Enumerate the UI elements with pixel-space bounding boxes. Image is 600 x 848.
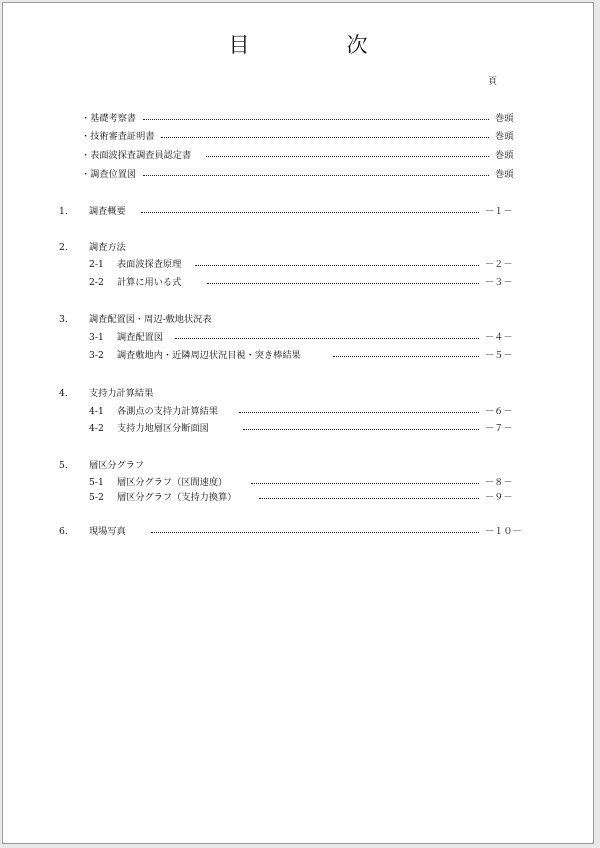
toc-subsection	[3, 276, 593, 290]
front-matter-label: ・技術審査証明書	[81, 131, 155, 142]
dot-leader	[259, 498, 479, 499]
subsection-page: －９－	[485, 492, 513, 503]
dot-leader	[243, 429, 479, 430]
subsection-title: 表面波探査原理	[117, 259, 182, 270]
front-matter-page: 巻頭	[495, 113, 514, 124]
front-matter-item	[3, 112, 593, 126]
dot-leader	[206, 156, 489, 157]
section-number: 6．	[59, 526, 75, 537]
subsection-title: 調査配置図	[117, 332, 163, 343]
subsection-page: －７－	[485, 423, 513, 434]
subsection-title: 調査敷地内・近隣周辺状況目視・突き棒結果	[117, 350, 301, 361]
front-matter-label: ・基礎考察書	[81, 113, 137, 124]
dot-leader	[143, 175, 489, 176]
dot-leader	[151, 532, 479, 533]
toc-section	[3, 387, 593, 401]
section-title: 調査方法	[89, 242, 126, 253]
subsection-page: －５－	[485, 350, 513, 361]
section-number: 1．	[59, 206, 75, 217]
page-column-label: 頁	[488, 77, 498, 87]
subsection-page: －２－	[485, 259, 513, 270]
section-title: 調査配置図・周辺-敷地状況表	[89, 314, 212, 325]
subsection-page: －８－	[485, 477, 513, 488]
dot-leader	[143, 119, 489, 120]
subsection-title: 層区分グラフ（支持力換算）	[117, 492, 237, 503]
subsection-number: 4-1	[89, 406, 104, 417]
toc-section	[3, 241, 593, 255]
front-matter-label: ・調査位置図	[81, 169, 137, 180]
dot-leader	[239, 412, 479, 413]
subsection-number: 3-1	[89, 332, 104, 343]
toc-section	[3, 313, 593, 327]
document-page	[2, 2, 594, 844]
subsection-page: －６－	[485, 406, 513, 417]
section-title: 調査概要	[89, 206, 126, 217]
section-page: －１－	[485, 206, 513, 217]
subsection-page: －３－	[485, 277, 513, 288]
dot-leader	[251, 483, 479, 484]
subsection-number: 2-1	[89, 259, 104, 270]
subsection-title: 各測点の支持力計算結果	[117, 406, 219, 417]
subsection-number: 5-1	[89, 477, 104, 488]
subsection-number: 5-2	[89, 492, 104, 503]
dot-leader	[161, 137, 489, 138]
section-title: 現場写真	[89, 526, 126, 537]
front-matter-page: 巻頭	[495, 131, 514, 142]
section-number: 2．	[59, 242, 75, 253]
section-number: 3．	[59, 314, 75, 325]
toc-subsection	[3, 258, 593, 272]
subsection-number: 2-2	[89, 277, 104, 288]
toc-subsection	[3, 491, 593, 505]
toc-section	[3, 459, 593, 473]
dot-leader	[141, 212, 479, 213]
dot-leader	[333, 356, 479, 357]
dot-leader	[207, 283, 479, 284]
toc-section	[3, 525, 593, 539]
subsection-number: 4-2	[89, 423, 104, 434]
front-matter-item	[3, 149, 593, 163]
toc-subsection	[3, 476, 593, 490]
front-matter-item	[3, 130, 593, 144]
toc-subsection	[3, 422, 593, 436]
section-number: 5．	[59, 460, 75, 471]
front-matter-label: ・表面波探査調査員認定書	[81, 150, 192, 161]
subsection-title: 支持力地層区分断面図	[117, 423, 209, 434]
toc-subsection	[3, 349, 593, 363]
front-matter-item	[3, 168, 593, 182]
dot-leader	[195, 265, 479, 266]
toc-subsection	[3, 331, 593, 345]
toc-subsection	[3, 405, 593, 419]
section-page: －１０－	[485, 526, 522, 537]
subsection-page: －４－	[485, 332, 513, 343]
subsection-number: 3-2	[89, 350, 104, 361]
section-number: 4．	[59, 388, 75, 399]
subsection-title: 層区分グラフ（区間速度）	[117, 477, 228, 488]
front-matter-page: 巻頭	[495, 150, 514, 161]
dot-leader	[175, 338, 479, 339]
toc-section	[3, 205, 593, 219]
subsection-title: 計算に用いる式	[117, 277, 182, 288]
section-title: 層区分グラフ	[89, 460, 145, 471]
front-matter-page: 巻頭	[495, 169, 514, 180]
page-title: 目 次	[228, 33, 406, 57]
section-title: 支持力計算結果	[89, 388, 154, 399]
